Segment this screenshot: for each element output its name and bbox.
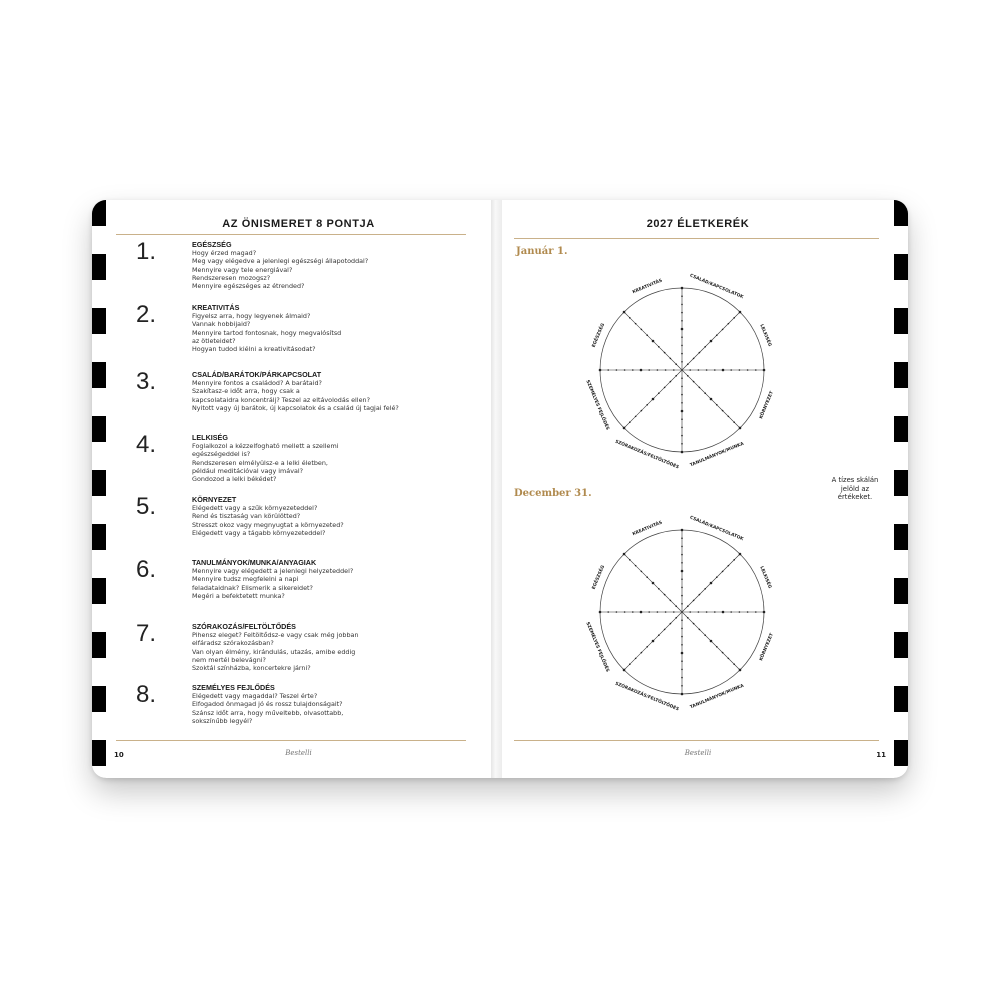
item-number: 1. bbox=[136, 238, 157, 265]
segment-label: KÖRNYEZET bbox=[759, 390, 775, 420]
scale-tick[interactable] bbox=[681, 587, 683, 589]
scale-tick[interactable] bbox=[706, 369, 708, 371]
scale-tick[interactable] bbox=[607, 611, 609, 613]
scale-tick[interactable] bbox=[681, 386, 683, 388]
scale-tick[interactable] bbox=[763, 611, 766, 614]
scale-tick[interactable] bbox=[698, 611, 700, 613]
scale-tick[interactable] bbox=[681, 628, 683, 630]
scale-tick[interactable] bbox=[664, 594, 666, 596]
scale-tick[interactable] bbox=[652, 398, 655, 401]
scale-tick[interactable] bbox=[739, 553, 742, 556]
scale-tick[interactable] bbox=[687, 617, 689, 619]
scale-note: A tízes skálán jelöld az értékeket. bbox=[831, 476, 879, 502]
item-number: 7. bbox=[136, 620, 157, 647]
right-edge-stripes bbox=[894, 200, 908, 778]
scale-tick[interactable] bbox=[681, 562, 683, 564]
item-body bbox=[192, 622, 482, 672]
scale-tick[interactable] bbox=[699, 352, 701, 354]
item-body bbox=[192, 303, 482, 353]
item-body bbox=[192, 495, 482, 537]
segment-label: KREATIVITÁS bbox=[631, 520, 664, 538]
item-question: feladataidnak? Elismerik a sikereidet? bbox=[192, 583, 313, 592]
scale-tick[interactable] bbox=[623, 553, 626, 556]
item-body bbox=[192, 240, 482, 290]
scale-tick[interactable] bbox=[681, 361, 683, 363]
item-question: elfáradsz szórakozásban? bbox=[192, 639, 274, 648]
scale-tick[interactable] bbox=[673, 369, 675, 371]
scale-tick[interactable] bbox=[733, 559, 735, 561]
scale-tick[interactable] bbox=[675, 375, 677, 377]
scale-tick[interactable] bbox=[641, 571, 643, 573]
scale-tick[interactable] bbox=[629, 559, 631, 561]
scale-tick[interactable] bbox=[710, 582, 713, 585]
wheel-end-label: December 31. bbox=[514, 488, 592, 499]
scale-tick[interactable] bbox=[681, 529, 684, 532]
scale-tick[interactable] bbox=[722, 329, 724, 331]
scale-tick[interactable] bbox=[728, 565, 730, 567]
scale-tick[interactable] bbox=[681, 328, 684, 331]
scale-tick[interactable] bbox=[681, 295, 683, 297]
scale-tick[interactable] bbox=[641, 652, 643, 654]
scale-tick[interactable] bbox=[687, 605, 689, 607]
scale-tick[interactable] bbox=[714, 611, 716, 613]
item-question: Elfogadod önmagad jó és rossz tulajdonságait? bbox=[192, 700, 343, 709]
scale-tick[interactable] bbox=[665, 611, 667, 613]
scale-tick[interactable] bbox=[640, 369, 643, 372]
scale-tick[interactable] bbox=[716, 404, 718, 406]
scale-tick[interactable] bbox=[641, 410, 643, 412]
item-title: TANULMÁNYOK/MUNKA/ANYAGIAK bbox=[192, 558, 317, 567]
item-question: Mennyire vagy tele energiával? bbox=[192, 265, 293, 274]
scale-tick[interactable] bbox=[681, 685, 683, 687]
scale-tick[interactable] bbox=[681, 644, 683, 646]
item-question: Vannak hobbijaid? bbox=[192, 320, 251, 329]
scale-tick[interactable] bbox=[670, 358, 672, 360]
scale-tick[interactable] bbox=[632, 369, 634, 371]
item-title: KREATIVITÁS bbox=[192, 303, 240, 312]
scale-tick[interactable] bbox=[640, 611, 643, 614]
scale-tick[interactable] bbox=[681, 435, 683, 437]
scale-tick[interactable] bbox=[623, 311, 626, 314]
scale-tick[interactable] bbox=[747, 611, 749, 613]
scale-tick[interactable] bbox=[730, 369, 732, 371]
scale-tick[interactable] bbox=[699, 594, 701, 596]
scale-tick[interactable] bbox=[675, 363, 677, 365]
brand-logo: Bestelli bbox=[285, 749, 312, 757]
item-question: Megéri a befektetett munka? bbox=[192, 591, 285, 600]
item-question: az ötleteidet? bbox=[192, 336, 236, 345]
scale-tick[interactable] bbox=[681, 595, 683, 597]
item-body bbox=[192, 558, 482, 600]
scale-tick[interactable] bbox=[698, 369, 700, 371]
scale-tick[interactable] bbox=[739, 427, 742, 430]
item-title: SZÓRAKOZÁS/FELTÖLTŐDÉS bbox=[192, 622, 296, 631]
scale-tick[interactable] bbox=[739, 311, 742, 314]
scale-tick[interactable] bbox=[658, 346, 660, 348]
item-question: Gondozod a lelki békédet? bbox=[192, 475, 277, 484]
scale-tick[interactable] bbox=[675, 605, 677, 607]
item-question: Van olyan élmény, kirándulás, utazás, amibe eddig bbox=[192, 647, 356, 656]
scale-tick[interactable] bbox=[681, 619, 683, 621]
scale-tick[interactable] bbox=[681, 336, 683, 338]
segment-label: EGÉSZSÉG bbox=[591, 322, 607, 349]
scale-tick[interactable] bbox=[681, 537, 683, 539]
scale-tick[interactable] bbox=[722, 369, 725, 372]
scale-tick[interactable] bbox=[681, 554, 683, 556]
segment-label: SZÓRAKOZÁS/FELTÖLTŐDÉS bbox=[614, 681, 680, 713]
scale-tick[interactable] bbox=[658, 588, 660, 590]
item-question: Stresszt okoz vagy megnyugtat a környezeted? bbox=[192, 520, 344, 529]
item-question: Hogyan tudod kiélni a kreativitásodat? bbox=[192, 345, 316, 354]
scale-tick[interactable] bbox=[624, 611, 626, 613]
left-page bbox=[106, 200, 491, 778]
segment-label: SZÓRAKOZÁS/FELTÖLTŐDÉS bbox=[614, 439, 680, 471]
item-question: Szakítasz-e időt arra, hogy csak a bbox=[192, 387, 300, 396]
scale-tick[interactable] bbox=[681, 353, 683, 355]
scale-tick[interactable] bbox=[755, 369, 757, 371]
item-body bbox=[192, 433, 482, 483]
segment-label: CSALÁD/KAPCSOLATOK bbox=[688, 273, 744, 301]
scale-tick[interactable] bbox=[728, 658, 730, 660]
scale-tick[interactable] bbox=[722, 611, 725, 614]
scale-tick[interactable] bbox=[704, 588, 706, 590]
header-rule bbox=[116, 234, 466, 235]
scale-tick[interactable] bbox=[693, 358, 695, 360]
scale-tick[interactable] bbox=[681, 377, 683, 379]
item-question: Foglalkozol a kézzelfogható mellett a szellemi bbox=[192, 442, 339, 450]
scale-tick[interactable] bbox=[687, 375, 689, 377]
scale-tick[interactable] bbox=[635, 416, 637, 418]
segment-label: TANULMÁNYOK/MUNKA bbox=[689, 683, 745, 711]
item-question: Elégedett vagy magaddal? Teszel érte? bbox=[192, 692, 318, 700]
scale-tick[interactable] bbox=[710, 640, 713, 643]
item-question: sokszínűbb legyél? bbox=[192, 716, 253, 725]
scale-tick[interactable] bbox=[670, 381, 672, 383]
segment-label: KÖRNYEZET bbox=[759, 632, 775, 662]
item-question: Szánsz időt arra, hogy műveltebb, olvasottabb, bbox=[192, 708, 344, 717]
item-question: Mennyire vagy elégedett a jelenlegi helyzeteddel? bbox=[192, 567, 354, 575]
item-question: Elégedett vagy a tágabb környezeteddel? bbox=[192, 528, 326, 537]
item-question: Mennyire fontos a családod? A barátaid? bbox=[192, 379, 322, 387]
scale-tick[interactable] bbox=[607, 369, 609, 371]
life-wheel-december[interactable] bbox=[562, 492, 802, 732]
scale-tick[interactable] bbox=[648, 611, 650, 613]
page-title: AZ ÖNISMERET 8 PONTJA bbox=[222, 218, 375, 230]
scale-tick[interactable] bbox=[689, 369, 691, 371]
scale-tick[interactable] bbox=[722, 410, 724, 412]
item-question: nem mertél belevágni? bbox=[192, 655, 266, 664]
item-question: Hogy érzed magad? bbox=[192, 249, 257, 257]
segment-label: SZEMÉLYES FEJLŐDÉS bbox=[584, 379, 610, 431]
right-page bbox=[502, 200, 894, 778]
item-question: Mennyire tudsz megfelelni a napi bbox=[192, 575, 299, 584]
scale-tick[interactable] bbox=[635, 565, 637, 567]
scale-tick[interactable] bbox=[664, 629, 666, 631]
scale-tick[interactable] bbox=[706, 611, 708, 613]
scale-tick[interactable] bbox=[635, 323, 637, 325]
page-number: 10 bbox=[114, 751, 124, 759]
scale-tick[interactable] bbox=[681, 652, 684, 655]
item-title: KÖRNYEZET bbox=[192, 495, 237, 504]
item-question: egészségeddel is? bbox=[192, 450, 251, 459]
scale-tick[interactable] bbox=[629, 663, 631, 665]
scale-tick[interactable] bbox=[681, 578, 683, 580]
segment-label: SZEMÉLYES FEJLŐDÉS bbox=[584, 621, 610, 673]
scale-tick[interactable] bbox=[755, 611, 757, 613]
item-body bbox=[192, 683, 482, 725]
scale-tick[interactable] bbox=[747, 369, 749, 371]
scale-tick[interactable] bbox=[739, 611, 741, 613]
scale-tick[interactable] bbox=[681, 402, 683, 404]
scale-tick[interactable] bbox=[624, 369, 626, 371]
scale-tick[interactable] bbox=[664, 387, 666, 389]
item-number: 4. bbox=[136, 431, 157, 458]
open-planner bbox=[92, 200, 908, 778]
item-number: 3. bbox=[136, 368, 157, 395]
item-question: Figyelsz arra, hogy legyenek álmaid? bbox=[192, 312, 311, 320]
scale-tick[interactable] bbox=[657, 611, 659, 613]
scale-tick[interactable] bbox=[599, 611, 602, 614]
segment-label: KREATIVITÁS bbox=[631, 278, 664, 296]
item-question: Rend és tisztaság van körülötted? bbox=[192, 512, 301, 521]
book-gutter bbox=[491, 200, 502, 778]
scale-tick[interactable] bbox=[704, 634, 706, 636]
scale-tick[interactable] bbox=[714, 369, 716, 371]
scale-tick[interactable] bbox=[716, 646, 718, 648]
scale-tick[interactable] bbox=[710, 340, 713, 343]
item-question: Nyitott vagy új barátok, új kapcsolatok és a család új tagjai felé? bbox=[192, 403, 399, 412]
scale-tick[interactable] bbox=[681, 677, 683, 679]
brand-logo: Bestelli bbox=[684, 749, 712, 757]
scale-tick[interactable] bbox=[652, 582, 655, 585]
item-number: 6. bbox=[136, 556, 157, 583]
scale-tick[interactable] bbox=[681, 451, 684, 454]
scale-tick[interactable] bbox=[681, 312, 683, 314]
scale-tick[interactable] bbox=[648, 369, 650, 371]
scale-tick[interactable] bbox=[599, 369, 602, 372]
item-question: például meditációval vagy imával? bbox=[192, 466, 304, 475]
scale-tick[interactable] bbox=[670, 600, 672, 602]
scale-tick[interactable] bbox=[646, 404, 648, 406]
scale-tick[interactable] bbox=[733, 663, 735, 665]
item-question: Meg vagy elégedve a jelenlegi egészségi állapotoddal? bbox=[192, 257, 369, 266]
item-question: Szoktál színházba, koncertekre járni? bbox=[192, 664, 311, 673]
scale-tick[interactable] bbox=[763, 369, 766, 372]
scale-tick[interactable] bbox=[739, 369, 741, 371]
scale-tick[interactable] bbox=[641, 329, 643, 331]
scale-tick[interactable] bbox=[652, 340, 655, 343]
item-title: SZEMÉLYES FEJLŐDÉS bbox=[192, 683, 275, 692]
scale-tick[interactable] bbox=[658, 634, 660, 636]
scale-tick[interactable] bbox=[681, 287, 684, 290]
scale-tick[interactable] bbox=[673, 611, 675, 613]
scale-tick[interactable] bbox=[681, 320, 683, 322]
scale-tick[interactable] bbox=[681, 546, 683, 548]
scale-tick[interactable] bbox=[616, 611, 618, 613]
scale-tick[interactable] bbox=[681, 693, 684, 696]
footer-rule bbox=[116, 740, 466, 741]
scale-tick[interactable] bbox=[681, 570, 684, 573]
segment-label: CSALÁD/KAPCSOLATOK bbox=[688, 515, 744, 543]
scale-tick[interactable] bbox=[670, 623, 672, 625]
scale-tick[interactable] bbox=[658, 392, 660, 394]
scale-tick[interactable] bbox=[665, 369, 667, 371]
scale-tick[interactable] bbox=[739, 669, 742, 672]
scale-tick[interactable] bbox=[699, 387, 701, 389]
scale-tick[interactable] bbox=[681, 669, 683, 671]
item-title: CSALÁD/BARÁTOK/PÁRKAPCSOLAT bbox=[192, 370, 322, 379]
scale-tick[interactable] bbox=[716, 334, 718, 336]
life-wheel-january[interactable] bbox=[562, 250, 802, 490]
item-question: Mennyire tartod fontosnak, hogy megvalósítsd bbox=[192, 328, 342, 337]
scale-tick[interactable] bbox=[681, 418, 683, 420]
scale-tick[interactable] bbox=[733, 317, 735, 319]
scale-tick[interactable] bbox=[623, 427, 626, 430]
scale-tick[interactable] bbox=[728, 323, 730, 325]
left-edge-stripes bbox=[92, 200, 106, 778]
scale-tick[interactable] bbox=[722, 571, 724, 573]
scale-tick[interactable] bbox=[704, 346, 706, 348]
scale-tick[interactable] bbox=[716, 576, 718, 578]
scale-tick[interactable] bbox=[733, 421, 735, 423]
segment-label: EGÉSZSÉG bbox=[591, 564, 607, 591]
item-question: Pihensz eleget? Feltöltődsz-e vagy csak még jobban bbox=[192, 631, 359, 639]
item-question: Rendszeresen elmélyülsz-e a lelki életben, bbox=[192, 458, 328, 467]
scale-tick[interactable] bbox=[699, 629, 701, 631]
scale-tick[interactable] bbox=[681, 427, 683, 429]
scale-tick[interactable] bbox=[730, 611, 732, 613]
segment-label: LELKISÉG bbox=[758, 565, 772, 590]
scale-tick[interactable] bbox=[681, 394, 683, 396]
page-title: 2027 ÉLETKERÉK bbox=[646, 218, 750, 230]
scale-tick[interactable] bbox=[664, 352, 666, 354]
item-title: EGÉSZSÉG bbox=[192, 240, 232, 249]
item-title: LELKISÉG bbox=[192, 433, 228, 442]
page-number: 11 bbox=[876, 751, 886, 759]
segment-label: LELKISÉG bbox=[758, 323, 772, 348]
item-number: 5. bbox=[136, 493, 157, 520]
scale-tick[interactable] bbox=[681, 636, 683, 638]
item-number: 8. bbox=[136, 681, 157, 708]
scale-tick[interactable] bbox=[687, 363, 689, 365]
item-question: Mennyire egészséges az étrended? bbox=[192, 282, 305, 291]
scale-tick[interactable] bbox=[722, 652, 724, 654]
segment-label: TANULMÁNYOK/MUNKA bbox=[689, 441, 745, 469]
scale-tick[interactable] bbox=[629, 317, 631, 319]
scale-tick[interactable] bbox=[681, 660, 683, 662]
scale-tick[interactable] bbox=[710, 398, 713, 401]
scale-tick[interactable] bbox=[693, 600, 695, 602]
item-question: kapcsolataidra koncentrálj? Teszel az eltávolodás ellen? bbox=[192, 395, 370, 404]
scale-tick[interactable] bbox=[675, 617, 677, 619]
scale-tick[interactable] bbox=[646, 334, 648, 336]
footer-rule bbox=[514, 740, 879, 741]
scale-tick[interactable] bbox=[681, 603, 683, 605]
header-rule bbox=[514, 238, 879, 239]
scale-tick[interactable] bbox=[681, 443, 683, 445]
scale-tick[interactable] bbox=[681, 345, 683, 347]
scale-tick[interactable] bbox=[646, 576, 648, 578]
wheel-start-label: Január 1. bbox=[516, 246, 568, 257]
scale-tick[interactable] bbox=[635, 658, 637, 660]
scale-tick[interactable] bbox=[693, 623, 695, 625]
scale-tick[interactable] bbox=[704, 392, 706, 394]
item-question: Rendszeresen mozogsz? bbox=[192, 273, 271, 282]
item-body bbox=[192, 370, 482, 412]
item-question: Elégedett vagy a szűk környezeteddel? bbox=[192, 504, 318, 512]
scale-tick[interactable] bbox=[681, 304, 683, 306]
scale-tick[interactable] bbox=[657, 369, 659, 371]
scale-tick[interactable] bbox=[629, 421, 631, 423]
scale-tick[interactable] bbox=[632, 611, 634, 613]
scale-tick[interactable] bbox=[689, 611, 691, 613]
scale-tick[interactable] bbox=[681, 410, 684, 413]
scale-tick[interactable] bbox=[616, 369, 618, 371]
scale-tick[interactable] bbox=[652, 640, 655, 643]
scale-tick[interactable] bbox=[623, 669, 626, 672]
scale-tick[interactable] bbox=[646, 646, 648, 648]
scale-tick[interactable] bbox=[693, 381, 695, 383]
item-number: 2. bbox=[136, 301, 157, 328]
scale-tick[interactable] bbox=[728, 416, 730, 418]
